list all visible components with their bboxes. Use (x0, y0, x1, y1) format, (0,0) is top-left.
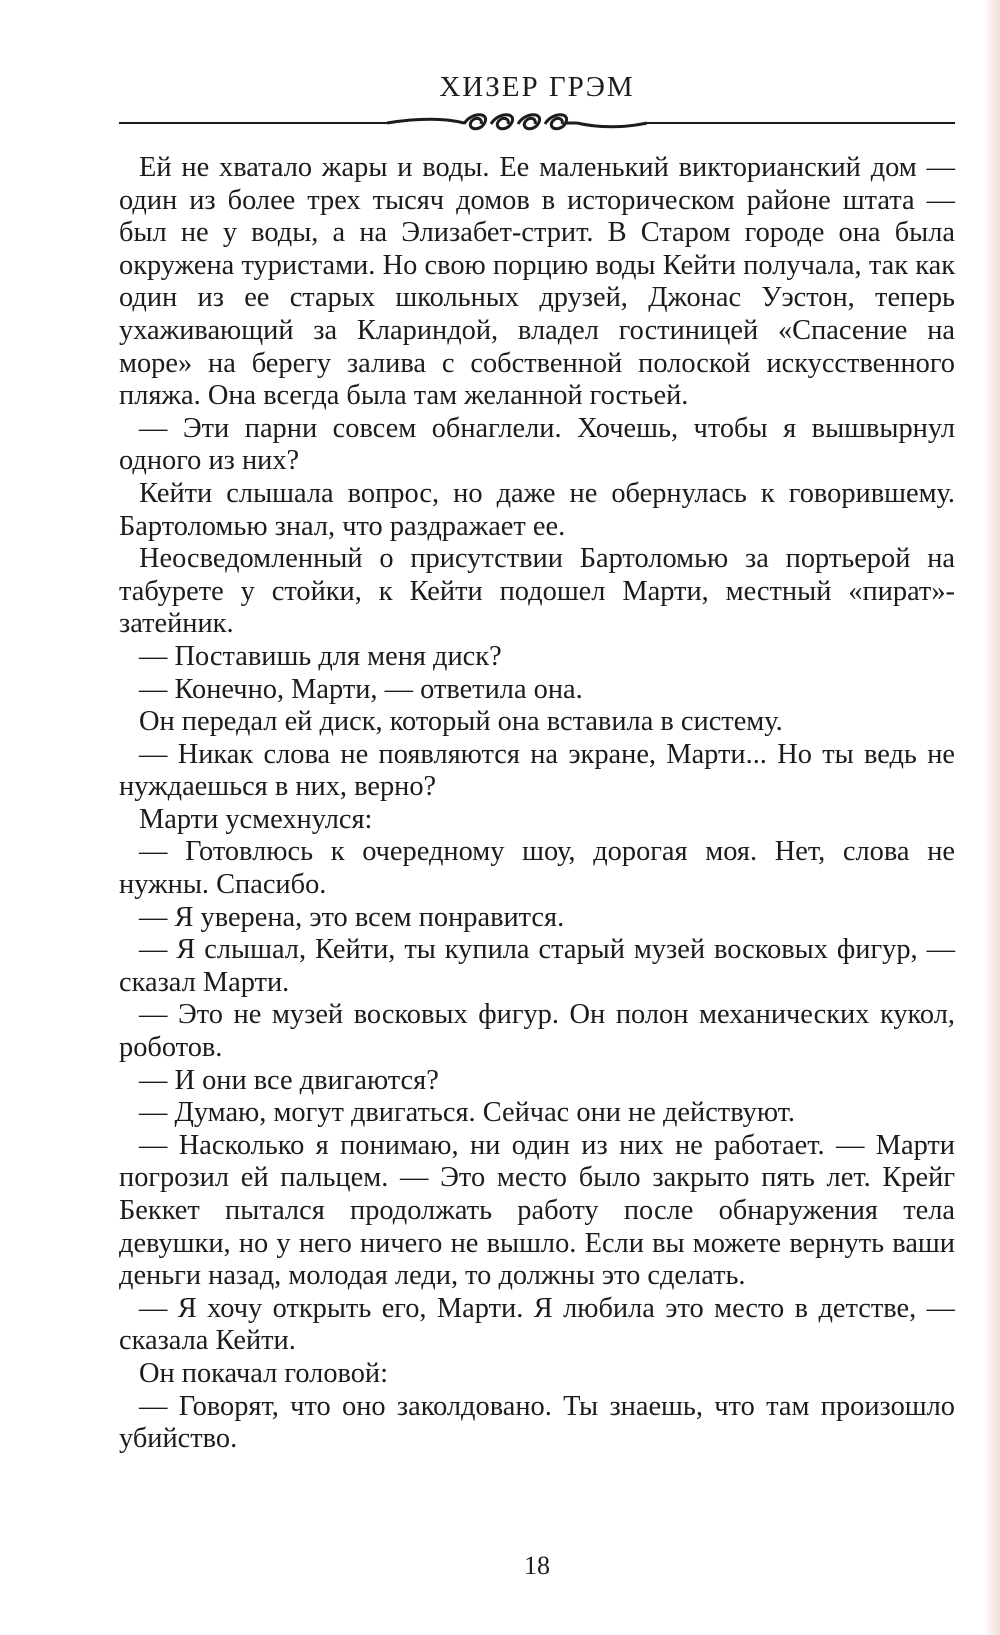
paragraph: Он передал ей диск, который она вставила в систему. (139, 706, 783, 738)
paragraph: — Я слышал, Кейти, ты купила старый музей восковых фигур, — сказал Марти. (119, 934, 955, 998)
paragraph: — Это не музей восковых фигур. Он полон механических кукол, роботов. (119, 999, 955, 1064)
paragraph: — Говорят, что оно заколдовано. Ты знаешь, что там произошло убийство. (119, 1390, 955, 1455)
paragraph: — И они все двигаются? (139, 1064, 439, 1096)
paragraph: Марти усмехнулся: (139, 803, 373, 835)
running-head-author: ХИЗЕР ГРЭМ (439, 71, 635, 103)
book-page (119, 0, 955, 1635)
paragraph: — Готовлюсь к очередному шоу, дорогая моя. Нет, слова не нужны. Спасибо. (119, 836, 955, 901)
paragraph: — Никак слова не появляются на экране, Марти... Но ты ведь не нуждаешься в них, верно? (119, 738, 955, 803)
header-ornament-divider (119, 110, 955, 138)
paragraph: — Насколько я понимаю, ни один из них не работает. — Марти погрозил ей пальцем. — Это место было закрыто пять лет. Крейг Беккет пытался продолжать работу после обнаружения тела девушки, но у него ничего не вышло. Если вы можете вернуть ваши деньги назад, молодая леди, то должны это сделать. (119, 1129, 955, 1292)
page-body-text (119, 152, 955, 1456)
paragraph: Неосведомленный о присутствии Бартоломью за портьерой на табурете у стойки, к Кейти подошел Марти, местный «пират»-затейник. (119, 543, 955, 640)
paragraph: — Эти парни совсем обнаглели. Хочешь, чтобы я вышвырнул одного из них? (119, 412, 955, 477)
paragraph: — Я хочу открыть его, Марти. Я любила это место в детстве, — сказала Кейти. (119, 1292, 955, 1357)
page-edge-shading (984, 0, 1000, 1635)
paragraph: — Я уверена, это всем понравится. (139, 901, 565, 933)
page-number: 18 (524, 1551, 550, 1580)
paragraph: — Думаю, могут двигаться. Сейчас они не действуют. (139, 1097, 796, 1129)
paragraph: Кейти слышала вопрос, но даже не обернулась к говорившему. Бартоломью знал, что раздражает ее. (119, 477, 955, 542)
paragraph: Он покачал головой: (139, 1357, 389, 1389)
paragraph: — Конечно, Марти, — ответила она. (139, 673, 583, 705)
paragraph: Ей не хватало жары и воды. Ее маленький викторианский дом — один из более трех тысяч домов в историческом районе штата — был не у воды, а на Элизабет-стрит. В Старом городе она была окружена туристами. Но свою порцию воды Кейти получала, так как один из ее старых школьных друзей, Джонас Уэстон, теперь ухаживающий за Клариндой, владел гостиницей «Спасение на море» на берегу залива с собственной полоской искусственного пляжа. Она всегда была там желанной гостьей. (119, 152, 955, 412)
paragraph: — Поставишь для меня диск? (139, 640, 502, 672)
